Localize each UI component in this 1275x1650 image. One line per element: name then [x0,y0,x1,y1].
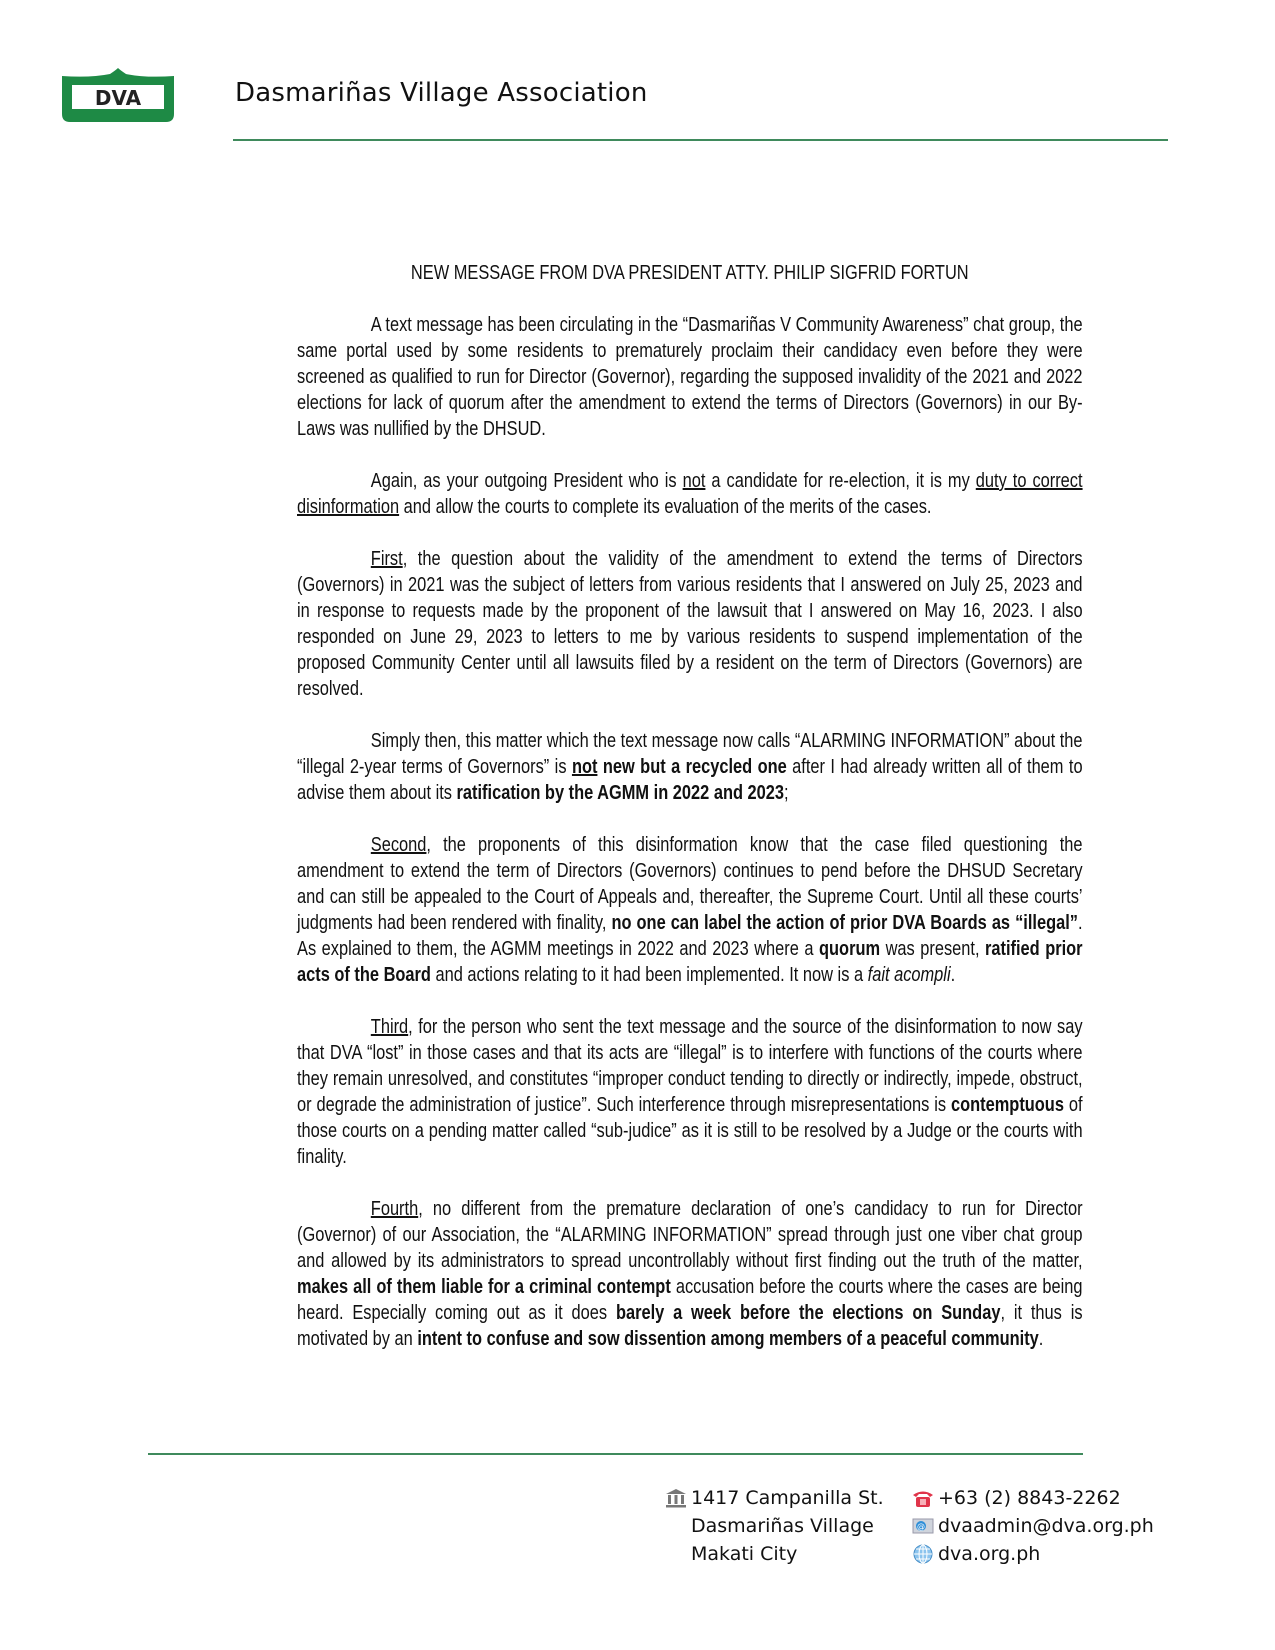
svg-text:@: @ [917,1522,925,1531]
globe-icon [912,1544,934,1564]
address-line-3: Makati City [691,1543,798,1565]
telephone-icon [912,1488,934,1508]
text-run: , no different from the premature declaration of one’s candidacy to run for Director (Governor) of our Association, the “ALARMING INFORMATION” spread through just one viber chat group and allowed by its administrators to spread uncontrollably without first finding out the truth of the matter, [297,1198,1083,1272]
footer-contact [912,1484,1154,1568]
footer-divider [148,1453,1083,1455]
envelope-icon [912,1516,934,1536]
paragraph-1 [297,312,1083,442]
text-run: and allow the courts to complete its evaluation of the merits of the cases. [399,496,932,518]
text-run: and actions relating to it had been implemented. It now is a [430,964,868,986]
text-run: . [1038,1328,1044,1350]
text-run: First [370,548,403,570]
text-run: makes all of them liable for a criminal contempt [297,1276,671,1298]
paragraph-3 [297,546,1083,702]
letter-body [297,260,1083,1378]
address-line-2: Dasmariñas Village [691,1515,874,1537]
paragraph-5 [297,832,1083,988]
text-run: Again, as your outgoing President who is [370,470,683,492]
text-run: , for the person who sent the text message and the source of the disinformation to now say that DVA “lost” in those cases and that its acts are “illegal” is to interfere with functions of the courts where they remain unresolved, and constitutes “improper conduct tending to directly or indirectly, impede, obstruct, or degrade the administration of justice”. Such interference through misrepresentations is [297,1016,1083,1116]
text-run: A text message has been circulating in the “Dasmariñas V Community Awareness” chat group, the same portal used by some residents to prematurely proclaim their candidacy even before they were screened as qualified to run for Director (Governor), regarding the supposed invalidity of the 2021 and 2022 elections for lack of quorum after the amendment to extend the terms of Directors (Governors) in our By-Laws was nullified by the DHSUD. [297,314,1083,440]
text-run: ratified prior acts of the Board [297,938,1083,986]
website-link[interactable]: dva.org.ph [938,1543,1041,1565]
text-run: intent to confuse and sow dissention among members of a peaceful community [417,1328,1039,1350]
paragraph-2 [297,468,1083,520]
email-link[interactable]: dvaadmin@dva.org.ph [938,1515,1154,1537]
footer-address [665,1484,884,1568]
text-run: was present, [880,938,986,960]
text-run: , the proponents of this disinformation know that the case filed questioning the amendment to extend the term of Directors (Governors) continues to pend before the DHSUD Secretary and can still be appealed to the Court of Appeals and, thereafter, the Supreme Court. Until all these courts’ judgments had been rendered with finality, [297,834,1083,934]
document-title: NEW MESSAGE FROM DVA PRESIDENT ATTY. PHILIP SIGFRID FORTUN [410,262,969,284]
text-run: of those courts on a pending matter called “sub-judice” as it is still to be resolved by a Judge or the courts with finality. [297,1094,1083,1168]
phone-number: +63 (2) 8843-2262 [938,1487,1121,1509]
text-run: . [950,964,956,986]
text-run: not [682,470,706,492]
paragraph-6 [297,1014,1083,1170]
text-run: duty to correct disinformation [297,470,1083,518]
text-run: no one can label the action of prior DVA Boards as “illegal” [611,912,1078,934]
paragraph-4 [297,728,1083,806]
text-run: barely a week before the elections on Sunday [615,1302,1001,1324]
text-run: not [571,756,598,778]
text-run: ratification by the AGMM in 2022 and 2023 [456,782,785,804]
text-run: fait acompli [867,964,951,986]
text-run: Simply then, this matter which the text message now calls “ALARMING INFORMATION” about the “illegal 2-year terms of Governors” is [297,730,1083,778]
text-run: contemptuous [950,1094,1064,1116]
text-run: , it thus is motivated by an [297,1302,1083,1350]
paragraph-7 [297,1196,1083,1352]
header-divider [233,139,1168,141]
text-run: accusation before the courts where the cases are being heard. Especially coming out as it does [297,1276,1083,1324]
text-run: Fourth [370,1198,419,1220]
text-run: Third [370,1016,409,1038]
text-run: a candidate for re-election, it is my [705,470,976,492]
address-line-1: 1417 Campanilla St. [691,1487,884,1509]
text-run: new but a recycled one [597,756,787,778]
text-run: after I had already written all of them to advise them about its [297,756,1083,804]
dva-logo [60,68,176,122]
svg-text:DVA: DVA [94,86,142,110]
text-run: ; [784,782,789,804]
text-run: , the question about the validity of the amendment to extend the terms of Directors (Governors) in 2021 was the subject of letters from various residents that I answered on July 25, 2023 and in response to requests made by the proponent of the lawsuit that I answered on May 16, 2023. I also responded on June 29, 2023 to letters to me by various residents to suspend implementation of the proposed Community Center until all lawsuits filed by a resident on the term of Directors (Governors) are resolved. [297,548,1083,700]
text-run: . As explained to them, the AGMM meetings in 2022 and 2023 where a [297,912,1083,960]
text-run: Second [370,834,427,856]
text-run: quorum [819,938,881,960]
building-icon [665,1488,687,1508]
organization-name: Dasmariñas Village Association [235,78,648,108]
